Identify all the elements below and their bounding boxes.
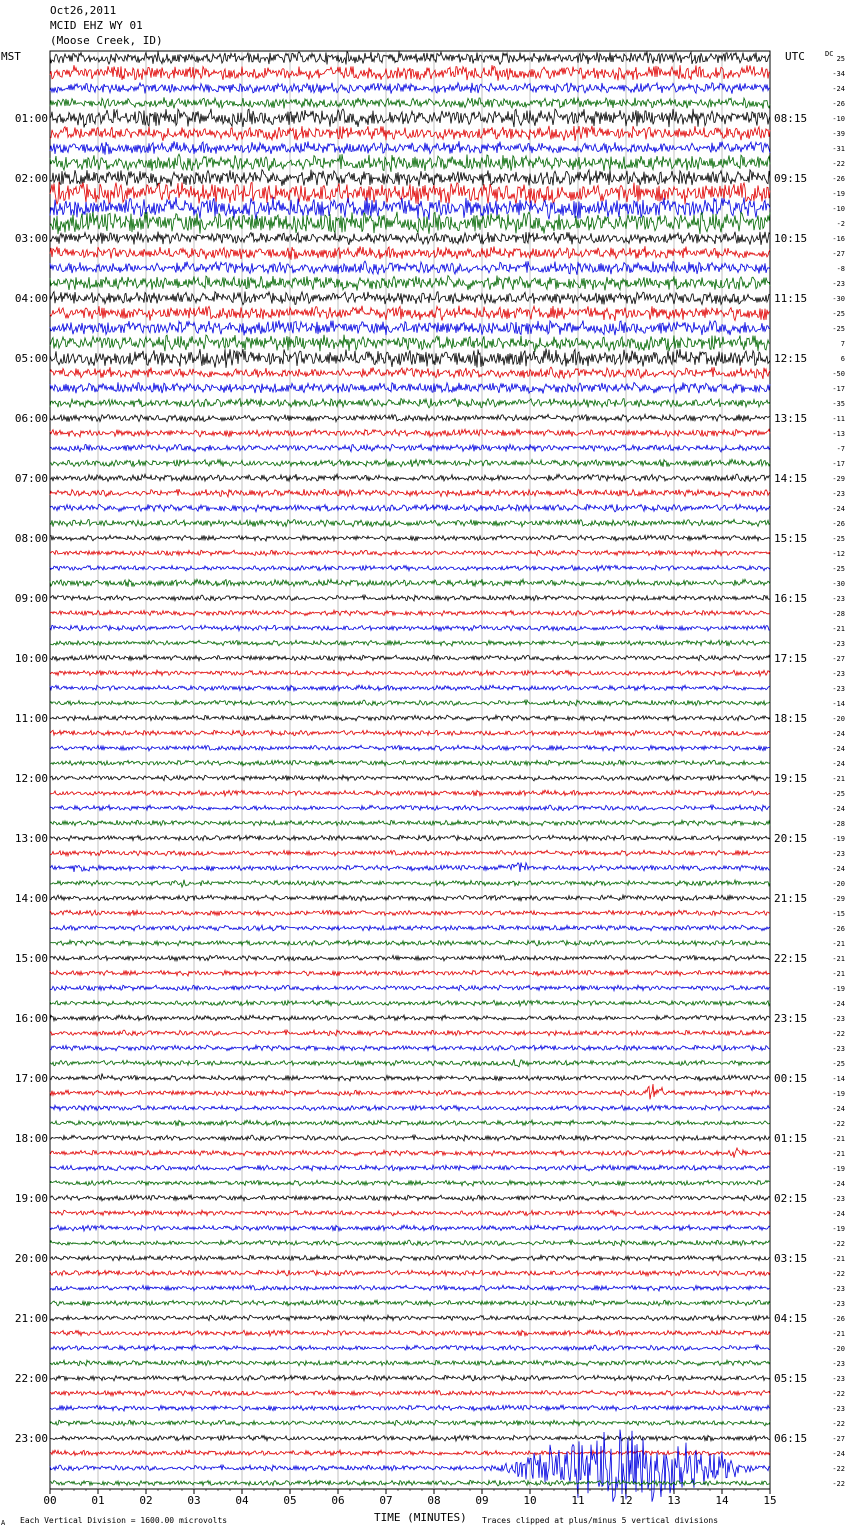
dc-offset-value: -27 <box>832 1435 845 1443</box>
trace-92 <box>50 1420 770 1426</box>
trace-54 <box>50 850 770 856</box>
dc-offset-value: -20 <box>832 880 845 888</box>
trace-93 <box>50 1435 770 1441</box>
trace-42 <box>50 670 770 676</box>
dc-offset-value: -30 <box>832 295 845 303</box>
dc-offset-value: -21 <box>832 1150 845 1158</box>
x-tick-label: 03 <box>187 1494 201 1507</box>
trace-18 <box>50 306 770 321</box>
dc-offset-value: -23 <box>832 685 845 693</box>
trace-72 <box>50 1120 770 1126</box>
dc-offset-value: -20 <box>832 1345 845 1353</box>
mst-hour-label: 13:00 <box>14 832 48 845</box>
dc-offset-value: -26 <box>832 175 845 183</box>
mst-hour-label: 20:00 <box>14 1252 48 1265</box>
dc-offset-value: -10 <box>832 115 845 123</box>
trace-12 <box>50 212 770 235</box>
trace-17 <box>50 292 770 305</box>
trace-41 <box>50 655 770 661</box>
dc-offset-value: -19 <box>832 985 845 993</box>
trace-80 <box>50 1240 770 1246</box>
mst-hour-label: 18:00 <box>14 1132 48 1145</box>
dc-offset-value: -27 <box>832 655 845 663</box>
station-location: (Moose Creek, ID) <box>50 34 163 47</box>
trace-56 <box>50 880 770 887</box>
dc-offset-value: 6 <box>840 355 845 363</box>
mst-hour-label: 01:00 <box>14 112 48 125</box>
dc-offset-value: -25 <box>832 565 845 573</box>
x-tick-label: 12 <box>619 1494 633 1507</box>
dc-offset-value: -35 <box>832 400 845 408</box>
dc-offset-value: -26 <box>832 520 845 528</box>
x-tick-label: 01 <box>91 1494 105 1507</box>
utc-hour-label: 10:15 <box>774 232 808 245</box>
trace-79 <box>50 1225 770 1231</box>
trace-61 <box>50 955 770 961</box>
trace-51 <box>50 805 770 811</box>
dc-offset-value: -29 <box>832 895 845 903</box>
dc-offset-value: -24 <box>832 760 845 768</box>
trace-60 <box>50 940 770 946</box>
utc-hour-label: 16:15 <box>774 592 808 605</box>
dc-offset-value: -22 <box>832 1270 845 1278</box>
trace-40 <box>50 640 770 646</box>
dc-offset-value: 7 <box>840 340 845 348</box>
trace-45 <box>50 715 770 721</box>
dc-offset-value: -13 <box>832 430 845 438</box>
trace-38 <box>50 610 770 616</box>
mst-hour-label: 07:00 <box>14 472 48 485</box>
trace-53 <box>50 835 770 841</box>
dc-offset-value: -25 <box>832 325 845 333</box>
dc-offset-value: -19 <box>832 1165 845 1173</box>
mst-hour-label: 21:00 <box>14 1312 48 1325</box>
trace-26 <box>50 429 770 437</box>
trace-91 <box>50 1405 770 1411</box>
trace-74 <box>50 1148 770 1158</box>
trace-44 <box>50 700 770 706</box>
dc-offset-value: -23 <box>832 1045 845 1053</box>
utc-hour-label: 20:15 <box>774 832 808 845</box>
trace-7 <box>50 141 770 155</box>
dc-offset-value: -23 <box>832 1360 845 1368</box>
mst-hour-label: 03:00 <box>14 232 48 245</box>
dc-offset-value: -25 <box>832 790 845 798</box>
scale-note: Each Vertical Division = 1600.00 microvolts <box>20 1516 228 1525</box>
trace-58 <box>50 910 770 916</box>
trace-10 <box>50 182 770 205</box>
dc-offset-value: -23 <box>832 1285 845 1293</box>
dc-offset-value: -14 <box>832 1075 845 1083</box>
dc-offset-value: -23 <box>832 670 845 678</box>
utc-hour-label: 15:15 <box>774 532 808 545</box>
trace-90 <box>50 1390 770 1396</box>
dc-offset-value: -24 <box>832 1180 845 1188</box>
trace-57 <box>50 895 770 901</box>
x-tick-label: 05 <box>283 1494 297 1507</box>
trace-77 <box>50 1195 770 1201</box>
trace-14 <box>50 246 770 260</box>
mst-hour-label: 14:00 <box>14 892 48 905</box>
dc-offset-value: -23 <box>832 640 845 648</box>
dc-offset-value: -24 <box>832 85 845 93</box>
trace-25 <box>50 414 770 421</box>
dc-offset-value: -21 <box>832 955 845 963</box>
trace-70 <box>50 1084 770 1099</box>
trace-1 <box>50 52 770 65</box>
utc-hour-label: 12:15 <box>774 352 808 365</box>
x-tick-label: 04 <box>235 1494 249 1507</box>
dc-offset-value: -23 <box>832 490 845 498</box>
dc-offset-value: -28 <box>832 610 845 618</box>
dc-offset-value: -22 <box>832 1480 845 1488</box>
clip-note: Traces clipped at plus/minus 5 vertical divisions <box>482 1516 719 1525</box>
trace-48 <box>50 760 770 766</box>
trace-47 <box>50 745 770 751</box>
dc-offset-value: -19 <box>832 190 845 198</box>
trace-81 <box>50 1255 770 1261</box>
dc-offset-value: -23 <box>832 1015 845 1023</box>
dc-offset-value: -23 <box>832 1405 845 1413</box>
trace-22 <box>50 367 770 379</box>
trace-3 <box>50 83 770 94</box>
dc-offset-value: -15 <box>832 910 845 918</box>
dc-offset-value: -21 <box>832 1135 845 1143</box>
trace-43 <box>50 685 770 691</box>
x-tick-label: 09 <box>475 1494 489 1507</box>
utc-hour-label: 01:15 <box>774 1132 808 1145</box>
trace-20 <box>50 335 770 352</box>
dc-offset-value: -25 <box>832 1060 845 1068</box>
dc-offset-value: -24 <box>832 730 845 738</box>
trace-78 <box>50 1210 770 1216</box>
trace-71 <box>50 1105 770 1111</box>
trace-62 <box>50 970 770 976</box>
dc-offset-value: -21 <box>832 970 845 978</box>
mst-hour-label: 10:00 <box>14 652 48 665</box>
dc-offset-value: -21 <box>832 775 845 783</box>
utc-hour-label: 23:15 <box>774 1012 808 1025</box>
utc-hour-label: 05:15 <box>774 1372 808 1385</box>
mst-hour-label: 23:00 <box>14 1432 48 1445</box>
dc-offset-value: -23 <box>832 1375 845 1383</box>
trace-66 <box>50 1030 770 1036</box>
dc-offset-value: -22 <box>832 1120 845 1128</box>
trace-55 <box>50 863 770 873</box>
dc-label: DC <box>825 50 834 58</box>
trace-94 <box>50 1450 770 1456</box>
dc-offset-value: -16 <box>832 235 845 243</box>
dc-offset-value: -7 <box>836 445 845 453</box>
dc-offset-value: -24 <box>832 805 845 813</box>
dc-offset-value: -21 <box>832 625 845 633</box>
x-tick-label: 06 <box>331 1494 345 1507</box>
dc-offset-value: -2 <box>836 220 845 228</box>
x-tick-label: 07 <box>379 1494 393 1507</box>
utc-hour-label: 19:15 <box>774 772 808 785</box>
trace-50 <box>50 790 770 796</box>
mst-hour-label: 15:00 <box>14 952 48 965</box>
dc-offset-value: -17 <box>832 385 845 393</box>
trace-89 <box>50 1375 770 1381</box>
trace-16 <box>50 276 770 291</box>
trace-21 <box>50 348 770 367</box>
mst-hour-label: 17:00 <box>14 1072 48 1085</box>
dc-offset-value: -30 <box>832 580 845 588</box>
mst-hour-label: 16:00 <box>14 1012 48 1025</box>
dc-offset-value: -22 <box>832 160 845 168</box>
dc-offset-value: -24 <box>832 1450 845 1458</box>
dc-offset-value: -22 <box>832 1390 845 1398</box>
trace-31 <box>50 504 770 512</box>
dc-offset-value: -14 <box>832 700 845 708</box>
mst-hour-label: 04:00 <box>14 292 48 305</box>
trace-85 <box>50 1315 770 1321</box>
x-axis-title: TIME (MINUTES) <box>374 1511 467 1524</box>
mst-hour-label: 22:00 <box>14 1372 48 1385</box>
utc-hour-label: 21:15 <box>774 892 808 905</box>
x-tick-label: 10 <box>523 1494 537 1507</box>
x-tick-label: 14 <box>715 1494 729 1507</box>
x-tick-label: 08 <box>427 1494 441 1507</box>
dc-offset-value: -8 <box>836 265 845 273</box>
dc-offset-value: -24 <box>832 745 845 753</box>
dc-offset-value: -21 <box>832 940 845 948</box>
x-tick-label: 02 <box>139 1494 153 1507</box>
trace-65 <box>50 1015 770 1021</box>
trace-87 <box>50 1345 770 1351</box>
trace-29 <box>50 474 770 481</box>
trace-52 <box>50 820 770 826</box>
x-tick-label: 15 <box>763 1494 777 1507</box>
dc-offset-value: -22 <box>832 1420 845 1428</box>
trace-49 <box>50 775 770 781</box>
trace-88 <box>50 1360 770 1366</box>
dc-offset-value: -25 <box>832 535 845 543</box>
dc-offset-value: -21 <box>832 1255 845 1263</box>
trace-68 <box>50 1059 770 1067</box>
mst-label: MST <box>1 50 21 63</box>
trace-27 <box>50 444 770 452</box>
utc-hour-label: 03:15 <box>774 1252 808 1265</box>
utc-hour-label: 09:15 <box>774 172 808 185</box>
dc-offset-value: -23 <box>832 595 845 603</box>
mst-hour-label: 12:00 <box>14 772 48 785</box>
trace-59 <box>50 925 770 931</box>
x-tick-label: 00 <box>43 1494 57 1507</box>
trace-9 <box>50 170 770 187</box>
dc-offset-value: -39 <box>832 130 845 138</box>
dc-offset-value: -24 <box>832 1105 845 1113</box>
utc-hour-label: 11:15 <box>774 292 808 305</box>
trace-23 <box>50 382 770 393</box>
dc-offset-value: -34 <box>832 70 845 78</box>
dc-offset-value: -29 <box>832 475 845 483</box>
trace-64 <box>50 1000 770 1006</box>
trace-63 <box>50 985 770 991</box>
trace-36 <box>50 579 770 587</box>
dc-offset-value: -24 <box>832 1210 845 1218</box>
dc-offset-value: -22 <box>832 1030 845 1038</box>
utc-hour-label: 02:15 <box>774 1192 808 1205</box>
trace-13 <box>50 232 770 245</box>
utc-hour-label: 18:15 <box>774 712 808 725</box>
dc-offset-value: -31 <box>832 145 845 153</box>
dc-offset-value: -22 <box>832 1240 845 1248</box>
trace-67 <box>50 1045 770 1051</box>
trace-82 <box>50 1270 770 1276</box>
corner-mark: A <box>1 1519 6 1527</box>
trace-30 <box>50 489 770 497</box>
utc-hour-label: 08:15 <box>774 112 808 125</box>
mst-hour-label: 19:00 <box>14 1192 48 1205</box>
trace-6 <box>50 126 770 141</box>
trace-5 <box>50 109 770 128</box>
station-code: MCID EHZ WY 01 <box>50 19 143 32</box>
trace-86 <box>50 1330 770 1336</box>
dc-offset-value: -26 <box>832 925 845 933</box>
utc-hour-label: 13:15 <box>774 412 808 425</box>
dc-offset-value: -24 <box>832 1000 845 1008</box>
utc-hour-label: 17:15 <box>774 652 808 665</box>
dc-offset-value: -50 <box>832 370 845 378</box>
dc-offset-value: -26 <box>832 100 845 108</box>
trace-19 <box>50 320 770 335</box>
trace-69 <box>50 1074 770 1082</box>
mst-hour-label: 05:00 <box>14 352 48 365</box>
dc-offset-value: -23 <box>832 280 845 288</box>
trace-2 <box>50 65 770 81</box>
dc-offset-value: -27 <box>832 250 845 258</box>
trace-8 <box>50 154 770 172</box>
dc-offset-value: -20 <box>832 715 845 723</box>
plot-date: Oct26,2011 <box>50 4 117 17</box>
trace-73 <box>50 1135 770 1141</box>
trace-32 <box>50 519 770 526</box>
dc-offset-value: -19 <box>832 835 845 843</box>
dc-offset-value: -23 <box>832 850 845 858</box>
dc-offset-value: -25 <box>832 310 845 318</box>
dc-offset-value: 25 <box>836 55 845 63</box>
dc-offset-value: -23 <box>832 1300 845 1308</box>
trace-76 <box>50 1180 770 1186</box>
utc-hour-label: 00:15 <box>774 1072 808 1085</box>
mst-hour-label: 08:00 <box>14 532 48 545</box>
trace-39 <box>50 625 770 631</box>
dc-offset-value: -12 <box>832 550 845 558</box>
dc-offset-value: -28 <box>832 820 845 828</box>
mst-hour-label: 11:00 <box>14 712 48 725</box>
dc-offset-value: -23 <box>832 1195 845 1203</box>
dc-offset-value: -24 <box>832 505 845 513</box>
trace-75 <box>50 1165 770 1171</box>
trace-37 <box>50 595 770 601</box>
trace-46 <box>50 730 770 736</box>
dc-offset-value: -17 <box>832 460 845 468</box>
trace-34 <box>50 550 770 556</box>
utc-hour-label: 22:15 <box>774 952 808 965</box>
x-tick-label: 13 <box>667 1494 681 1507</box>
dc-offset-value: -19 <box>832 1225 845 1233</box>
x-tick-label: 11 <box>571 1494 585 1507</box>
mst-hour-label: 06:00 <box>14 412 48 425</box>
utc-hour-label: 04:15 <box>774 1312 808 1325</box>
dc-offset-value: -11 <box>832 415 845 423</box>
trace-35 <box>50 565 770 571</box>
trace-84 <box>50 1300 770 1306</box>
dc-offset-value: -21 <box>832 1330 845 1338</box>
trace-83 <box>50 1285 770 1291</box>
utc-hour-label: 06:15 <box>774 1432 808 1445</box>
dc-offset-value: -22 <box>832 1465 845 1473</box>
mst-hour-label: 02:00 <box>14 172 48 185</box>
trace-24 <box>50 398 770 407</box>
utc-label: UTC <box>785 50 805 63</box>
dc-offset-value: -19 <box>832 1090 845 1098</box>
trace-4 <box>50 97 770 108</box>
utc-hour-label: 14:15 <box>774 472 808 485</box>
trace-28 <box>50 459 770 467</box>
trace-15 <box>50 261 770 275</box>
mst-hour-label: 09:00 <box>14 592 48 605</box>
dc-offset-value: -26 <box>832 1315 845 1323</box>
dc-offset-value: -10 <box>832 205 845 213</box>
dc-offset-value: -24 <box>832 865 845 873</box>
trace-33 <box>50 535 770 541</box>
